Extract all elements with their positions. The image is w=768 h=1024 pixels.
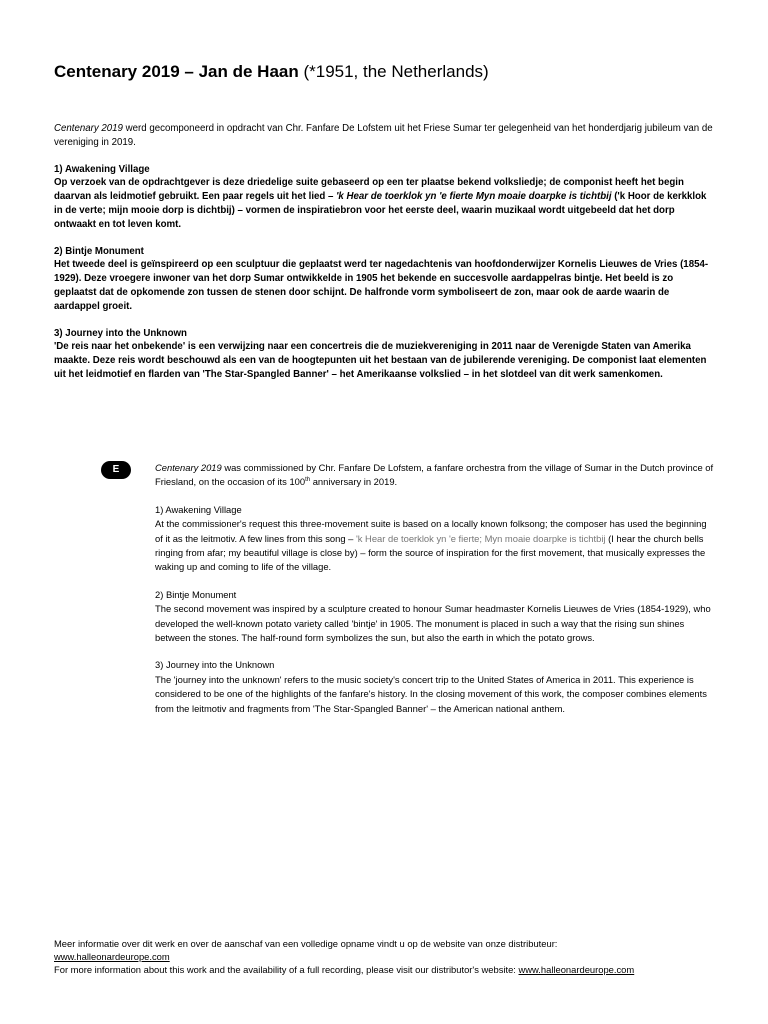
- page-title: [54, 60, 489, 84]
- dutch-song-lyric: 'k Hear de toerklok yn 'e fierte Myn moaie doarpke is tichtbij: [336, 191, 612, 203]
- english-paragraph-3: The 'journey into the unknown' refers to the music society's concert trip to the United States of America in 2011. This experience is considered to be one of the highlights of the fanfare's history. In the closing movement of this work, the composer combines elements from the leitmotiv and fragments from 'The Star-Spangled Banner' – the American national anthem.: [155, 673, 707, 714]
- english-section: [155, 461, 715, 716]
- dutch-section: [54, 122, 716, 382]
- footer-dutch-link[interactable]: www.halleonardeurope.com: [54, 951, 170, 963]
- footer-english-link[interactable]: www.halleonardeurope.com: [518, 964, 635, 976]
- footer: [54, 937, 734, 977]
- english-intro: Centenary 2019 was commissioned by Chr. Fanfare De Lofstem, a fanfare orchestra from the village of Sumar in the Dutch province of Friesland, on the occasion of its 100th anniversary in 2019.: [155, 462, 714, 488]
- dutch-intro-title: Centenary 2019: [54, 123, 123, 134]
- dutch-heading-3: 3) Journey into the Unknown: [54, 327, 187, 339]
- english-heading-3: 3) Journey into the Unknown: [155, 659, 275, 671]
- english-song-lyric: 'k Hear de toerklok yn 'e fierte; Myn moaie doarpke is tichtbij: [355, 532, 606, 544]
- title-sub: (*1951, the Netherlands): [298, 62, 489, 81]
- dutch-heading-1: 1) Awakening Village: [54, 163, 150, 175]
- dutch-paragraph-2: Het tweede deel is geïnspireerd op een sculptuur die geplaatst werd ter nagedachtenis van hoofdonderwijzer Kornelis Lieuwes de Vries (1854-1929). Deze vroegere inwoner van het dorp Sumar ontwikkelde in 1905 het bekende en succesvolle aardappelras bintje. Het beeld is zo geplaatst dat de opkomende zon tussen de stenen door schijnt. De halfronde vorm symboliseert de zon, maar ook de aarde waarin de aardappel groeit.: [54, 259, 709, 312]
- footer-dutch-text: Meer informatie over dit werk en over de aanschaf van een volledige opname vindt u op de website van onze distributeur:: [54, 938, 558, 949]
- footer-english-line: [54, 963, 734, 976]
- english-heading-2: 2) Bintje Monument: [155, 588, 237, 600]
- dutch-paragraph-1: Op verzoek van de opdrachtgever is deze driedelige suite gebaseerd op een ter plaatse bekend volksliedje; de componist heeft het begin daarvan als leidmotief gebruikt. Een paar regels uit het lied – 'k Hear de toerklok yn 'e fierte Myn moaie doarpke is tichtbij ('k Hoor de kerkklok in de verte; mijn mooie dorp is dichtbij) – vormen de inspiratiebron voor het eerste deel, waarin muzikaal wordt uitgebeeld dat het dorp ontwaakt en tot leven komt.: [54, 177, 707, 230]
- title-main: Centenary 2019 – Jan de Haan: [54, 62, 299, 81]
- english-intro-title: Centenary 2019: [155, 462, 222, 473]
- footer-english-text: For more information about this work and the availability of a full recording, please visit our distributor's website:: [54, 964, 519, 976]
- english-heading-1: 1) Awakening Village: [155, 503, 242, 515]
- language-badge-english: E: [101, 461, 131, 479]
- dutch-intro: Centenary 2019 werd gecomponeerd in opdracht van Chr. Fanfare De Lofstem uit het Friese Sumar ter gelegenheid van het honderdjarig jubileum van de vereniging in 2019.: [54, 123, 713, 148]
- dutch-heading-2: 2) Bintje Monument: [54, 245, 144, 257]
- dutch-paragraph-3: 'De reis naar het onbekende' is een verwijzing naar een concertreis die de muziekvereniging in 2011 naar de Verenigde Staten van Amerika maakte. Deze reis wordt beschouwd als een van de hoogtepunten uit het bestaan van de jubilerende vereniging. De componist laat elementen uit het leidmotief en flarden van 'The Star-Spangled Banner' – het Amerikaanse volkslied – in het slotdeel van dit werk samenkomen.: [54, 341, 707, 380]
- english-paragraph-1: At the commissioner's request this three-movement suite is based on a locally known folksong; the composer has used the beginning of it as the leitmotiv. A few lines from this song – 'k Hear de toerklok yn 'e fierte; Myn moaie doarpke is tichtbij (I hear the church bells ringing from afar; my beautiful village is close by) – form the source of inspiration for the first movement, that musically expresses the waking up and coming to life of the village.: [155, 518, 707, 573]
- english-paragraph-2: The second movement was inspired by a sculpture created to honour Sumar headmaster Kornelis Lieuwes de Vries (1854-1929), who developed the well-known potato variety called 'bintje' in 1905. The monument is placed in such a way that the rising sun shines between the stones. The half-round form symbolizes the sun, but also the earth in which the potato grows.: [155, 603, 711, 644]
